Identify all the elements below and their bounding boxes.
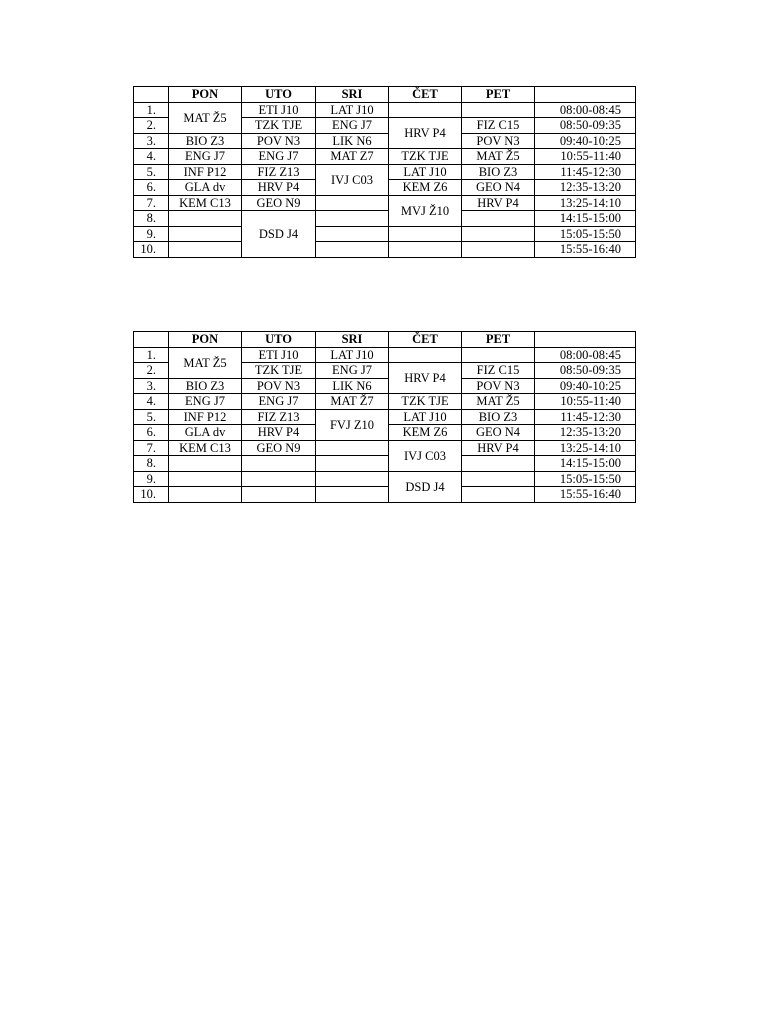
cell-pon: INF P12 [169, 409, 242, 425]
cell-cet: HRV P4 [389, 118, 462, 149]
cell-pet: MAT Ž5 [462, 394, 535, 410]
cell-sri [316, 195, 389, 211]
period-number: 2. [134, 118, 169, 134]
cell-sri: MAT Z7 [316, 149, 389, 165]
period-number: 4. [134, 149, 169, 165]
header-pon: PON [169, 332, 242, 348]
header-pet: PET [462, 87, 535, 103]
header-pet: PET [462, 332, 535, 348]
cell-pet [462, 211, 535, 227]
period-number: 1. [134, 347, 169, 363]
cell-uto: TZK TJE [242, 363, 316, 379]
cell-pon [169, 487, 242, 503]
period-time: 13:25-14:10 [535, 440, 636, 456]
cell-pet: BIO Z3 [462, 164, 535, 180]
cell-pon: GLA dv [169, 180, 242, 196]
period-time: 10:55-11:40 [535, 394, 636, 410]
period-number: 9. [134, 471, 169, 487]
cell-pet [462, 487, 535, 503]
period-time: 15:05-15:50 [535, 226, 636, 242]
period-time: 10:55-11:40 [535, 149, 636, 165]
cell-pon [169, 226, 242, 242]
table-row [134, 456, 636, 472]
cell-uto: HRV P4 [242, 180, 316, 196]
header-time [535, 332, 636, 348]
cell-pon [169, 456, 242, 472]
cell-pet [462, 456, 535, 472]
cell-sri [316, 440, 389, 456]
cell-pet [462, 242, 535, 258]
period-number: 1. [134, 102, 169, 118]
table-row [134, 226, 636, 242]
cell-pon: BIO Z3 [169, 133, 242, 149]
header-pon: PON [169, 87, 242, 103]
table-row [134, 102, 636, 118]
cell-pet: GEO N4 [462, 425, 535, 441]
cell-pet: POV N3 [462, 378, 535, 394]
cell-cet: MVJ Ž10 [389, 195, 462, 226]
period-time: 15:05-15:50 [535, 471, 636, 487]
cell-pon: INF P12 [169, 164, 242, 180]
period-time: 15:55-16:40 [535, 487, 636, 503]
period-time: 11:45-12:30 [535, 409, 636, 425]
period-number: 5. [134, 409, 169, 425]
table-row [134, 149, 636, 165]
period-number: 6. [134, 425, 169, 441]
table-row [134, 409, 636, 425]
header-sri: SRI [316, 87, 389, 103]
cell-sri [316, 487, 389, 503]
period-number: 2. [134, 363, 169, 379]
cell-cet: TZK TJE [389, 149, 462, 165]
cell-uto: ETI J10 [242, 102, 316, 118]
period-number: 10. [134, 242, 169, 258]
cell-sri: LAT J10 [316, 102, 389, 118]
period-time: 11:45-12:30 [535, 164, 636, 180]
cell-pon [169, 471, 242, 487]
header-uto: UTO [242, 332, 316, 348]
cell-uto [242, 456, 316, 472]
period-number: 3. [134, 378, 169, 394]
cell-pon: KEM C13 [169, 440, 242, 456]
cell-pon: ENG J7 [169, 394, 242, 410]
period-time: 08:00-08:45 [535, 347, 636, 363]
table-row [134, 195, 636, 211]
table-row [134, 487, 636, 503]
cell-pon: ENG J7 [169, 149, 242, 165]
period-number: 3. [134, 133, 169, 149]
header-cet: ČET [389, 87, 462, 103]
header-corner [134, 87, 169, 103]
table-row [134, 378, 636, 394]
period-number: 7. [134, 440, 169, 456]
period-number: 8. [134, 211, 169, 227]
header-corner [134, 332, 169, 348]
header-cet: ČET [389, 332, 462, 348]
cell-uto: FIZ Z13 [242, 409, 316, 425]
cell-uto: ENG J7 [242, 149, 316, 165]
cell-sri [316, 242, 389, 258]
cell-pet [462, 347, 535, 363]
cell-uto: GEO N9 [242, 195, 316, 211]
period-time: 08:50-09:35 [535, 363, 636, 379]
cell-pet: HRV P4 [462, 440, 535, 456]
cell-pet: FIZ C15 [462, 363, 535, 379]
cell-sri [316, 226, 389, 242]
cell-pet: FIZ C15 [462, 118, 535, 134]
header-uto: UTO [242, 87, 316, 103]
table-row [134, 211, 636, 227]
cell-pon [169, 242, 242, 258]
period-number: 6. [134, 180, 169, 196]
cell-uto: ETI J10 [242, 347, 316, 363]
cell-pet: GEO N4 [462, 180, 535, 196]
table-row [134, 133, 636, 149]
cell-sri: LAT J10 [316, 347, 389, 363]
period-time: 09:40-10:25 [535, 378, 636, 394]
cell-pet: POV N3 [462, 133, 535, 149]
cell-sri [316, 471, 389, 487]
period-number: 5. [134, 164, 169, 180]
period-number: 8. [134, 456, 169, 472]
cell-pon: BIO Z3 [169, 378, 242, 394]
cell-sri: FVJ Z10 [316, 409, 389, 440]
cell-pet: HRV P4 [462, 195, 535, 211]
cell-cet: KEM Z6 [389, 180, 462, 196]
cell-uto: ENG J7 [242, 394, 316, 410]
period-time: 14:15-15:00 [535, 211, 636, 227]
cell-uto: POV N3 [242, 378, 316, 394]
table-row [134, 394, 636, 410]
timetable-2 [133, 331, 636, 503]
period-time: 08:50-09:35 [535, 118, 636, 134]
period-time: 09:40-10:25 [535, 133, 636, 149]
table-row [134, 347, 636, 363]
cell-sri: ENG J7 [316, 363, 389, 379]
cell-uto: GEO N9 [242, 440, 316, 456]
period-time: 08:00-08:45 [535, 102, 636, 118]
cell-uto: HRV P4 [242, 425, 316, 441]
cell-uto: DSD J4 [242, 211, 316, 258]
cell-cet [389, 102, 462, 118]
cell-uto [242, 487, 316, 503]
cell-pet [462, 471, 535, 487]
cell-cet [389, 226, 462, 242]
cell-sri: ENG J7 [316, 118, 389, 134]
cell-cet: LAT J10 [389, 409, 462, 425]
header-row [134, 332, 636, 348]
period-time: 12:35-13:20 [535, 425, 636, 441]
cell-sri: LIK N6 [316, 133, 389, 149]
cell-pon [169, 211, 242, 227]
cell-uto [242, 471, 316, 487]
cell-sri [316, 456, 389, 472]
cell-pet [462, 226, 535, 242]
period-time: 12:35-13:20 [535, 180, 636, 196]
header-sri: SRI [316, 332, 389, 348]
period-number: 10. [134, 487, 169, 503]
cell-uto: TZK TJE [242, 118, 316, 134]
table-row [134, 242, 636, 258]
cell-pet [462, 102, 535, 118]
cell-pon: MAT Ž5 [169, 102, 242, 133]
table-row [134, 164, 636, 180]
cell-pon: MAT Ž5 [169, 347, 242, 378]
cell-cet [389, 242, 462, 258]
cell-sri: LIK N6 [316, 378, 389, 394]
cell-pon: KEM C13 [169, 195, 242, 211]
cell-pet: MAT Ž5 [462, 149, 535, 165]
cell-cet: IVJ C03 [389, 440, 462, 471]
cell-sri: IVJ C03 [316, 164, 389, 195]
table-row [134, 440, 636, 456]
cell-cet: TZK TJE [389, 394, 462, 410]
cell-uto: FIZ Z13 [242, 164, 316, 180]
table-row [134, 471, 636, 487]
cell-cet: LAT J10 [389, 164, 462, 180]
period-number: 9. [134, 226, 169, 242]
period-number: 4. [134, 394, 169, 410]
cell-cet: KEM Z6 [389, 425, 462, 441]
cell-cet [389, 347, 462, 363]
period-time: 13:25-14:10 [535, 195, 636, 211]
header-row [134, 87, 636, 103]
timetable-1 [133, 86, 636, 258]
cell-sri [316, 211, 389, 227]
period-time: 14:15-15:00 [535, 456, 636, 472]
period-time: 15:55-16:40 [535, 242, 636, 258]
cell-pet: BIO Z3 [462, 409, 535, 425]
cell-cet: HRV P4 [389, 363, 462, 394]
period-number: 7. [134, 195, 169, 211]
cell-pon: GLA dv [169, 425, 242, 441]
header-time [535, 87, 636, 103]
cell-uto: POV N3 [242, 133, 316, 149]
cell-sri: MAT Ž7 [316, 394, 389, 410]
cell-cet: DSD J4 [389, 471, 462, 502]
